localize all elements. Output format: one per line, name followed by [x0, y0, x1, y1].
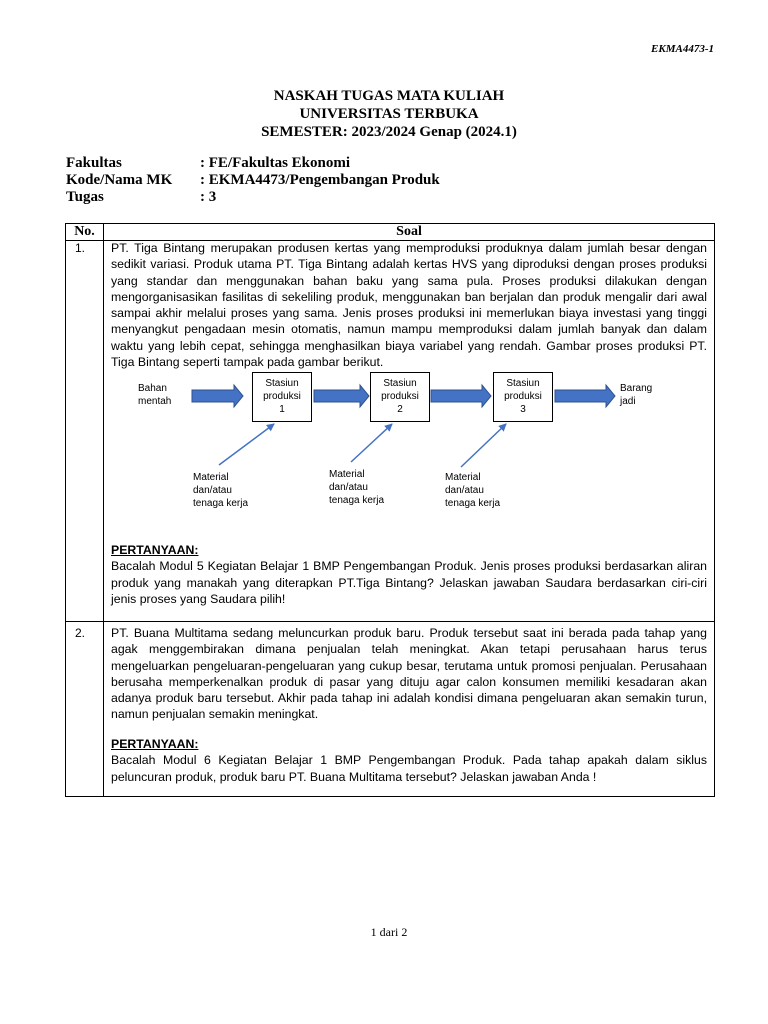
- question-2-block: [111, 736, 707, 785]
- station-label-line: Stasiun: [383, 378, 417, 389]
- header-soal: Soal: [396, 224, 422, 239]
- material-label-line: tenaga kerja: [445, 498, 501, 509]
- flow-arrow-1-2: [314, 385, 369, 407]
- material-label-line: dan/atau: [193, 485, 232, 496]
- row-number: 2.: [75, 626, 86, 640]
- info-row-faculty: [66, 155, 440, 172]
- production-flow-diagram: [66, 370, 666, 520]
- material-label-2: [329, 468, 384, 507]
- station-label-line: produksi: [263, 391, 301, 402]
- material-label-line: Material: [445, 472, 481, 483]
- row-number: 1.: [75, 241, 86, 255]
- header-title: NASKAH TUGAS MATA KULIAH: [273, 88, 505, 104]
- info-row-task: [66, 189, 440, 206]
- input-label-line: mentah: [138, 396, 172, 407]
- station-label-line: 2: [397, 404, 403, 415]
- question-2-text: PT. Buana Multitama sedang meluncurkan produk baru. Produk tersebut saat ini berada pada tahap yang agak menggembirakan dimana penjualan telah meningkat. Akan tetapi perusahaan harus terus mengeluarkan pengeluaran-pengeluaran yang cukup besar, terutama untuk promosi penjualan. Perusahaan berusaha memperkenalkan produk di pasar yang dituju agar calon konsumen memiliki kesadaran akan adanya produk baru tersebut. Akhir pada tahap ini adalah kondisi dimana pengeluaran akan semakin turun, namun penjualan semakin meningkat.: [111, 626, 707, 722]
- header-no: No.: [74, 224, 95, 239]
- station-label-line: Stasiun: [265, 378, 299, 389]
- material-label-line: tenaga kerja: [329, 495, 385, 506]
- row-divider: [66, 621, 714, 622]
- document-code: EKMA4473-1: [651, 43, 714, 55]
- station-3: [493, 372, 553, 422]
- question-1-prompt: Bacalah Modul 5 Kegiatan Belajar 1 BMP Pengembangan Produk. Jenis proses produksi berdasarkan aliran produk yang manakah yang diterapkan PT.Tiga Bintang? Jelaskan jawaban Saudara berdasarkan ciri-ciri jenis proses yang Saudara pilih!: [111, 559, 707, 606]
- station-label-line: produksi: [381, 391, 419, 402]
- info-value: : FE/Fakultas Ekonomi: [200, 155, 351, 171]
- flow-arrow-output: [555, 385, 615, 407]
- output-label: [620, 382, 652, 408]
- station-label-line: 3: [520, 404, 526, 415]
- material-label-1: [193, 471, 248, 510]
- info-label: Kode/Nama MK: [66, 172, 173, 188]
- flow-arrow-input: [192, 385, 243, 407]
- output-label-line: jadi: [620, 396, 636, 407]
- page-number: 1 dari 2: [370, 925, 408, 939]
- material-label-line: tenaga kerja: [193, 498, 249, 509]
- header-semester: SEMESTER: 2023/2024 Genap (2024.1): [261, 124, 517, 140]
- material-label-line: Material: [329, 469, 365, 480]
- flow-arrow-2-3: [431, 385, 491, 407]
- question-2-prompt: Bacalah Modul 6 Kegiatan Belajar 1 BMP Pengembangan Produk. Pada tahap apakah dalam siklus peluncuran produk, produk baru PT. Buana Multitama tersebut? Jelaskan jawaban Anda !: [111, 753, 707, 784]
- info-value: : EKMA4473/Pengembangan Produk: [200, 172, 440, 188]
- table-header: [66, 224, 714, 241]
- info-row-course: [66, 172, 440, 189]
- material-label-line: dan/atau: [329, 482, 368, 493]
- info-label: Fakultas: [66, 155, 122, 171]
- document-header: [0, 87, 768, 141]
- course-info: [66, 155, 440, 206]
- material-label-3: [445, 471, 500, 510]
- input-label: [138, 382, 171, 408]
- info-value: : 3: [200, 189, 217, 205]
- info-label: Tugas: [66, 189, 104, 205]
- material-label-line: dan/atau: [445, 485, 484, 496]
- question-2-title: PERTANYAAN:: [111, 737, 199, 751]
- question-1-text: PT. Tiga Bintang merupakan produsen kertas yang memproduksi produknya dalam jumlah besar dengan sedikit variasi. Produk utama PT. Tiga Bintang adalah kertas HVS yang diproduksi dengan proses produksi yang standar dan menggunakan bahan baku yang sama pula. Proses produksi dilakukan dengan mengorganisasikan fasilitas di sekeliling produk, menggunakan ban berjalan dan produk mengalir dari awal sampai akhir melalui proses yang sama. Jenis proses produksi ini memerlukan biaya investasi yang tinggi menyangkut pengadaan mesin otomatis, namun mampu memproduksi dalam jumlah banyak dan dalam waktu yang lebih cepat, sehingga menghasilkan biaya variabel yang rendah. Gambar proses produksi PT. Tiga Bintang seperti tampak pada gambar berikut.: [111, 241, 707, 370]
- material-label-line: Material: [193, 472, 229, 483]
- station-label-line: produksi: [504, 391, 542, 402]
- material-arrow-3: [461, 424, 506, 467]
- input-label-line: Bahan: [138, 383, 167, 394]
- station-1: [252, 372, 312, 422]
- material-arrow-1: [219, 424, 274, 465]
- material-arrow-2: [351, 424, 392, 462]
- question-1-block: [111, 542, 707, 607]
- question-1-title: PERTANYAAN:: [111, 543, 199, 557]
- station-label-line: Stasiun: [506, 378, 540, 389]
- station-2: [370, 372, 430, 422]
- header-university: UNIVERSITAS TERBUKA: [299, 106, 479, 122]
- output-label-line: Barang: [620, 383, 653, 394]
- station-label-line: 1: [279, 404, 285, 415]
